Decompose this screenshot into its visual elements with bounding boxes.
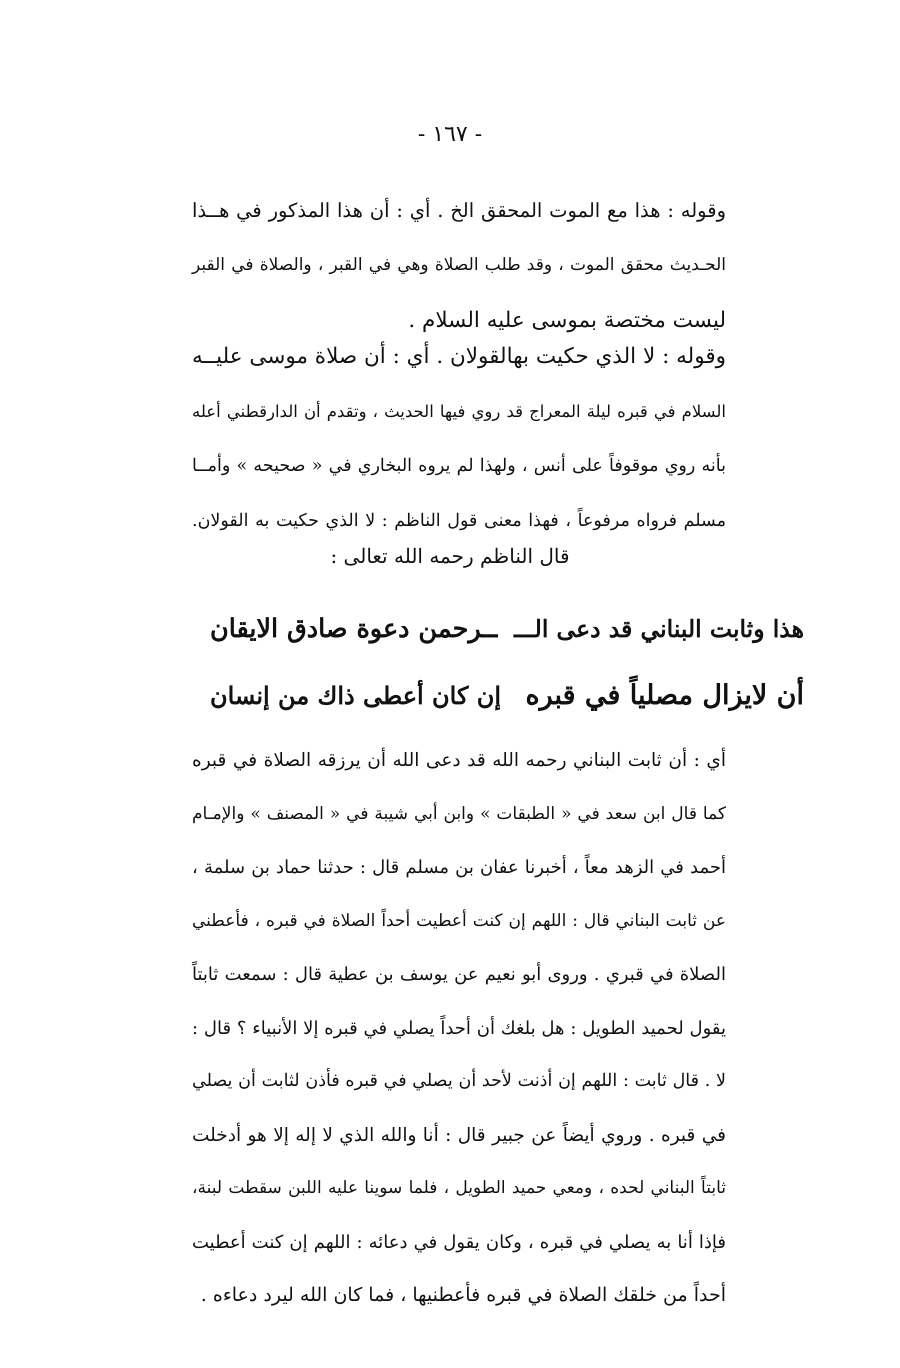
text-line: في قبره . وروي أيضاً عن جبير قال : أنا والله الذي لا إله إلا هو أدخلت: [192, 1124, 726, 1146]
text-line: الصلاة في قبري . وروى أبو نعيم عن يوسف بن عطية قال : سمعت ثابتاً: [192, 964, 726, 985]
poem-verse-1: [210, 597, 804, 661]
text-line: الحـديث محقق الموت ، وقد طلب الصلاة وهي في القبر ، والصلاة في القبر: [192, 255, 726, 275]
poem-intro: قال الناظم رحمه الله تعالى :: [330, 544, 570, 568]
text-line: أحداً من خلقك الصلاة في قبره فأعطنيها ، فما كان الله ليرد دعاءه .: [200, 1284, 726, 1306]
verse-second-hemistich: إن كان أعطى ذاك من إنسان: [210, 681, 502, 710]
verse-second-hemistich: ــرحمن دعوة صادق الايقان: [210, 614, 498, 644]
commentary-paragraph: [192, 734, 726, 1323]
verse-first-hemistich: هذا وثابت البناني قد دعى الـــ: [514, 615, 804, 643]
text-line: ليست مختصة بموسى عليه السلام .: [408, 308, 726, 333]
text-line: فإذا أنا به يصلي في قبره ، وكان يقول في دعائه : اللهم إن كنت أعطيت: [192, 1231, 726, 1253]
text-line: مسلم فرواه مرفوعاً ، فهذا معنى قول الناظم : لا الذي حكيت به القولان.: [192, 511, 726, 531]
text-line: كما قال ابن سعد في « الطبقات » وابن أبي شيبة في « المصنف » والإمـام: [192, 803, 726, 824]
paragraph-2: [192, 329, 726, 549]
text-line: يقول لحميد الطويل : هل بلغك أن أحداً يصلي في قبره إلا الأنبياء ؟ قال :: [192, 1017, 726, 1039]
text-line: وقوله : هذا مع الموت المحقق الخ . أي : أن هذا المذكور في هــذا: [192, 199, 726, 222]
text-line: لا . قال ثابت : اللهم إن أذنت لأحد أن يصلي في قبره فأذن لثابت أن يصلي: [192, 1071, 726, 1091]
text-line: أحمد في الزهد معاً ، أخبرنا عفان بن مسلم قال : حدثنا حماد بن سلمة ،: [192, 857, 726, 878]
page-number: - ١٦٧ -: [417, 122, 483, 147]
paragraph-1: [192, 183, 726, 348]
text-line: السلام في قبره ليلة المعراج قد روي فيها الحديث ، وتقدم أن الدارقطني أعله: [192, 402, 726, 421]
poem-verse-2: [210, 664, 804, 728]
text-line: وقوله : لا الذي حكيت بهالقولان . أي : أن صلاة موسى عليــه: [192, 344, 726, 369]
text-line: عن ثابت البناني قال : اللهم إن كنت أعطيت أحداً الصلاة في قبره ، فأعطني: [192, 910, 726, 931]
text-line: أي : أن ثابت البناني رحمه الله قد دعى الله أن يرزقه الصلاة في قبره: [192, 750, 726, 771]
verse-first-hemistich: أن لايزال مصلياً في قبره: [525, 680, 804, 711]
text-line: ثابتاً البناني لحده ، ومعي حميد الطويل ، فلما سوينا عليه اللبن سقطت لبنة،: [192, 1178, 726, 1198]
text-line: بأنه روي موقوفاً على أنس ، ولهذا لم يروه البخاري في « صحيحه » وأمــا: [192, 456, 726, 476]
